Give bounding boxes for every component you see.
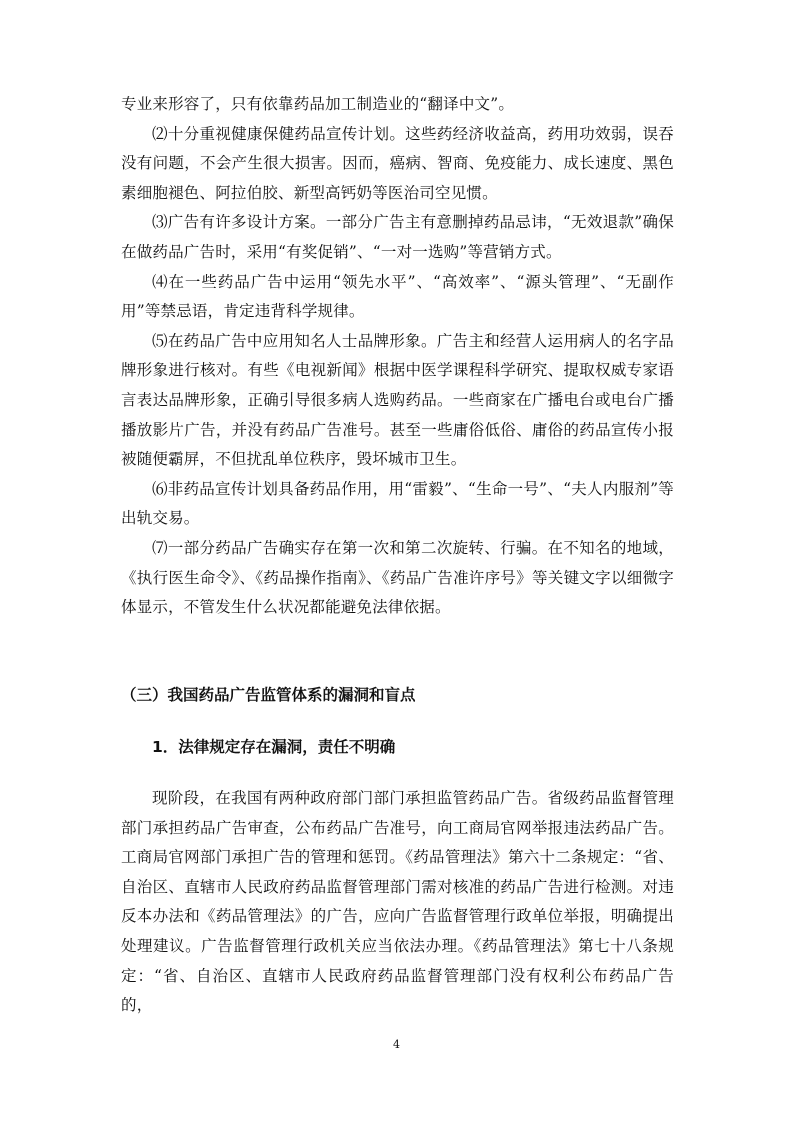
page-number: 4 <box>393 1038 400 1051</box>
upper-text-block <box>121 90 674 623</box>
subsection-heading: 1．法律规定存在漏洞，责任不明确 <box>152 738 396 756</box>
continued-paragraph: 专业来形容了，只有依靠药品加工制造业的“翻译中文”。 <box>121 95 515 113</box>
list-item-2: ⑵十分重视健康保健药品宣传计划。这些药经济收益高，药用功效弱，误吞没有问题，不会产生很大损害。因而，癌病、智商、免疫能力、成长速度、黑色素细胞褪色、阿拉伯胶、新型高钙奶等医治司空见惯。 <box>121 124 674 202</box>
section-heading: （三）我国药品广告监管体系的漏洞和盲点 <box>121 686 416 704</box>
lower-text-block <box>121 784 674 1021</box>
list-item-7: ⑺一部分药品广告确实存在第一次和第二次旋转、行骗。在不知名的地域，《执行医生命令》、《药品操作指南》、《药品广告准许序号》等关键文字以细微字体显示，不管发生什么状况都能避免法律依据。 <box>121 538 674 617</box>
list-item-5: ⑸在药品广告中应用知名人士品牌形象。广告主和经营人运用病人的名字品牌形象进行核对。有些《电视新闻》根据中医学课程科学研究、提取权威专家语言表达品牌形象，正确引导很多病人选购药品。一些商家在广播电台或电台广播播放影片广告，并没有药品广告准号。甚至一些庸俗低俗、庸俗的药品宣传小报被随便霸屏，不但扰乱单位秩序，毁坏城市卫生。 <box>121 331 674 469</box>
list-item-6: ⑹非药品宣传计划具备药品作用，用“雷毅”、“生命一号”、“夫人内服剂”等出轨交易。 <box>121 479 674 528</box>
body-paragraph: 现阶段，在我国有两种政府部门部门承担监管药品广告。省级药品监督管理部门承担药品广告审查，公布药品广告准号，向工商局官网举报违法药品广告。工商局官网部门承担广告的管理和惩罚。《药品管理法》第六十二条规定：“省、自治区、直辖市人民政府药品监督管理部门需对核准的药品广告进行检测。对违反本办法和《药品管理法》的广告，应向广告监督管理行政单位举报，明确提出处理建议。广告监督管理行政机关应当依法办理。《药品管理法》第七十八条规定：“省、自治区、直辖市人民政府药品监督管理部门没有权利公布药品广告的， <box>121 789 674 1015</box>
list-item-4: ⑷在一些药品广告中运用“领先水平”、“高效率”、“源头管理”、“无副作用”等禁忌语，肯定违背科学规律。 <box>121 272 674 321</box>
list-item-3: ⑶广告有许多设计方案。一部分广告主有意删掉药品忌讳，“无效退款”确保在做药品广告时，采用“有奖促销”、“一对一选购”等营销方式。 <box>121 213 674 261</box>
